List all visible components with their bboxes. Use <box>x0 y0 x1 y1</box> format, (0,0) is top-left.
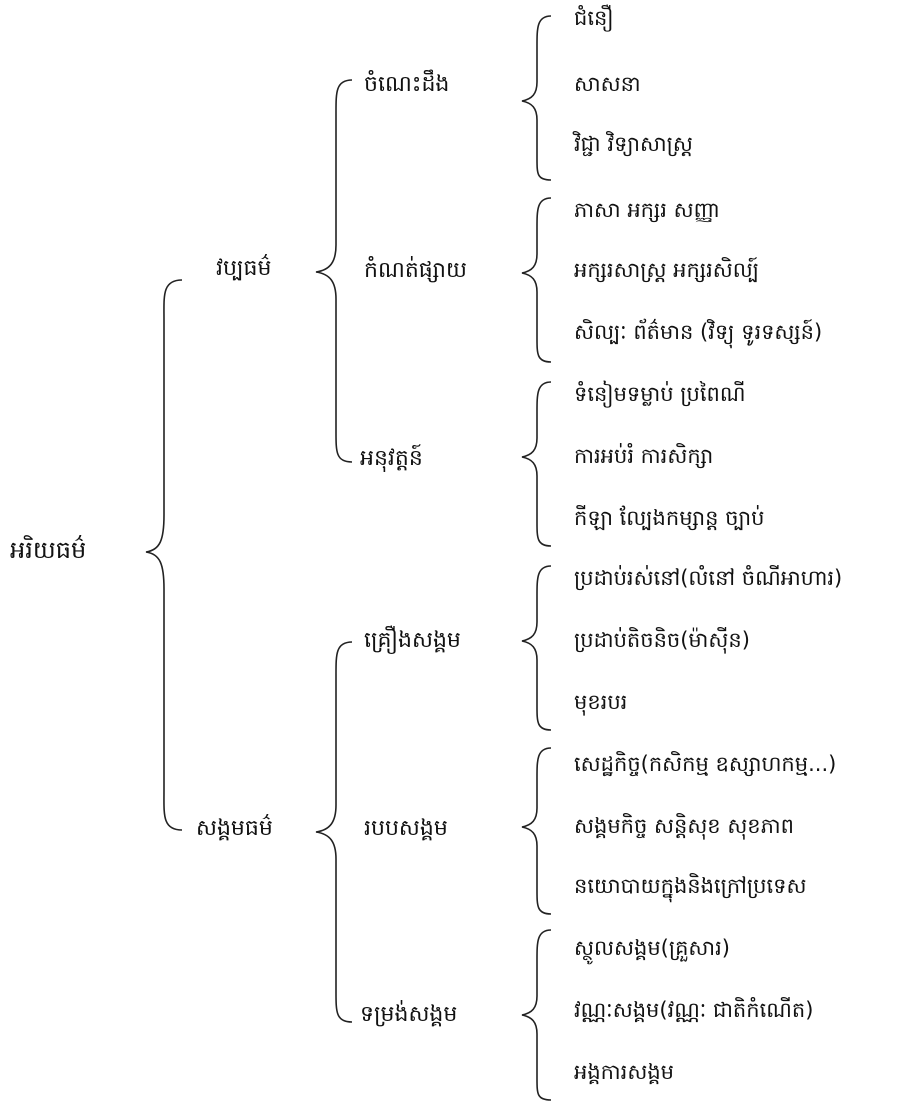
branch-culture: វប្បធម៌ <box>216 256 272 281</box>
brace-society <box>316 642 352 1022</box>
node-knowledge: ចំណេះដឹង <box>364 72 450 97</box>
brace-culture <box>316 80 352 462</box>
root-node-civilization: អរិយធម៌ <box>10 536 87 564</box>
leaf-item: ជំនឿ <box>574 6 614 30</box>
node-social-form: ទម្រង់សង្គម <box>360 1002 458 1027</box>
leaf-item: ប្រដាប់រស់នៅ(លំនៅ ចំណីអាហារ) <box>574 566 843 590</box>
brace-social-system <box>522 748 551 914</box>
leaf-item: នយោបាយក្នុងនិងក្រៅប្រទេស <box>574 874 807 898</box>
leaf-item: វិជ្ជា វិទ្យាសាស្ត្រ <box>574 132 693 156</box>
leaf-item: ប្រដាប់តិចនិច(ម៉ាស៊ីន) <box>574 628 750 652</box>
brace-social-tools <box>522 566 551 730</box>
leaf-item: ការអប់រំ ការសិក្សា <box>574 444 714 468</box>
node-communication: កំណត់ផ្សាយ <box>364 258 467 283</box>
node-social-tools: គ្រឿងសង្គម <box>364 628 461 653</box>
leaf-item: ស្ថូលសង្គម(គ្រួសារ) <box>574 936 730 960</box>
node-practice: អនុវត្តន៍ <box>360 446 423 471</box>
leaf-item: សិល្បៈ ព័ត៌មាន (វិទ្យុ ទូរទស្សន៍) <box>574 320 823 344</box>
leaf-item: អក្សរសាស្ត្រ អក្សរសិល្ប៍ <box>574 258 759 282</box>
node-social-system: របបសង្គម <box>364 816 448 841</box>
leaf-item: សង្គមកិច្ច សន្តិសុខ សុខភាព <box>574 814 794 838</box>
leaf-item: ភាសា អក្សរ សញ្ញា <box>574 198 720 222</box>
brace-root <box>146 280 182 830</box>
leaf-item: សាសនា <box>574 72 641 96</box>
leaf-item: ទំនៀមទម្លាប់ ប្រពៃណី <box>574 382 746 406</box>
brace-knowledge <box>522 16 551 180</box>
brace-communication <box>522 198 551 362</box>
branch-society: សង្គមធម៌ <box>196 816 273 841</box>
leaf-item: សេដ្ឋកិច្ច(កសិកម្ម ឧស្សាហកម្ម...) <box>574 752 837 776</box>
leaf-item: មុខរបរ <box>574 690 628 714</box>
leaf-item: វណ្ណៈសង្គម(វណ្ណៈ ជាតិកំណើត) <box>574 998 814 1022</box>
brace-social-form <box>522 930 551 1100</box>
leaf-item: កីឡា ល្បែងកម្សាន្ត ច្បាប់ <box>574 506 765 530</box>
brace-practice <box>522 382 551 546</box>
leaf-item: អង្គការសង្គម <box>574 1060 674 1084</box>
